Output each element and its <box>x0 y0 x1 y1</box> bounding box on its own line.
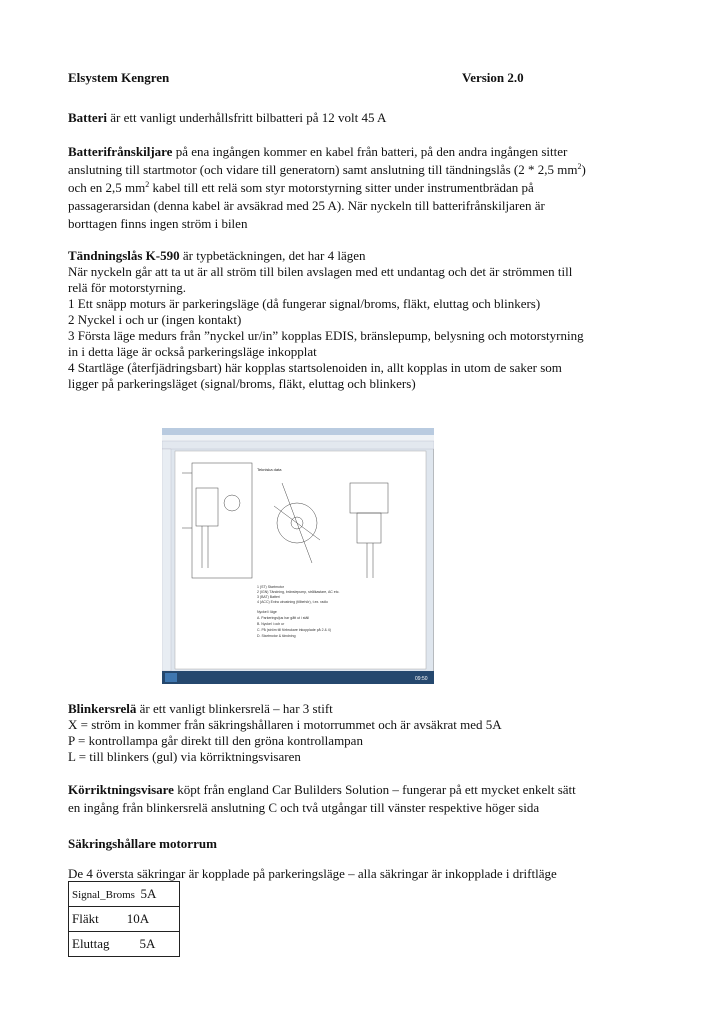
ignition-line-9: ligger på parkeringsläget (signal/broms, fläkt, eluttag och blinkers) <box>68 376 416 391</box>
ignition-line-3: relä för motorstyrning. <box>68 280 187 295</box>
fuse-name: Fläkt <box>72 911 99 926</box>
switch-line-3: och en 2,5 $mm^2$ kabel till ett relä som styr motorstyrning sitter under instrumentbrädan på <box>68 180 534 195</box>
blinker-line-2: X = ström in kommer från säkringshållaren i motorrummet och är avsäkrat med 5A <box>68 717 502 732</box>
switch-line-2: anslutning till startmotor (och vidare till generatorn) samt anslutning till tändningslås (2 * 2,5 $mm^2$) <box>68 162 586 177</box>
fuse-cell <box>69 932 180 957</box>
fuse-holder-intro: De 4 översta säkringar är kopplade på parkeringsläge – alla säkringar är inkopplade i driftläge <box>68 866 557 881</box>
fuse-table <box>68 881 180 957</box>
ignition-line-8: 4 Startläge (återfjädringsbart) här kopplas startsolenoiden in, allt kopplas in utom de saker som <box>68 360 562 375</box>
screenshot-key-item: D. Startmotor & tändning <box>257 634 296 638</box>
screenshot-heading: Tekniska data <box>257 467 282 472</box>
fuse-cell <box>69 907 180 932</box>
doc-version: Version 2.0 <box>462 70 524 85</box>
fuse-value: 5A <box>139 936 156 951</box>
fuse-value: 5A <box>140 886 157 901</box>
fuse-cell <box>69 882 180 907</box>
blinker-line-1: Blinkersrelä är ett vanligt blinkersrelä – har 3 stift <box>68 701 333 716</box>
screenshot-key-heading: Nyckel i läge <box>257 610 277 614</box>
direction-line-2: en ingång från blinkersrelä anslutning C och två utgångar till vänster respektive höger sida <box>68 800 540 815</box>
screenshot-key-item: A. Parkeringsljus har gått ut i ställ <box>257 616 309 620</box>
direction-line-1: Körriktningsvisare köpt från england Car Bulilders Solution – fungerar på ett mycket enkelt sätt <box>68 782 576 797</box>
battery-paragraph: Batteri är ett vanligt underhållsfritt bilbatteri på 12 volt 45 A <box>68 110 387 125</box>
screenshot-pin-item: 1 (ST) Startmotor <box>257 585 285 589</box>
screenshot-pin-item: 4 (ACC) Extra utrustning (tillbehör), t.ex. radio <box>257 600 328 604</box>
fuse-value: 10A <box>126 911 150 926</box>
table-row <box>69 932 180 957</box>
ignition-line-5: 2 Nyckel i och ur (ingen kontakt) <box>68 312 242 327</box>
screenshot-pin-item: 2 (IGN) Tändning, bränslepump, strålkastare, AC etc. <box>257 590 340 594</box>
table-row <box>69 907 180 932</box>
doc-title: Elsystem Kengren <box>68 70 170 85</box>
screenshot-key-item: B. Nyckel i och ur <box>257 622 285 626</box>
blinker-line-4: L = till blinkers (gul) via körriktningsvisaren <box>68 749 301 764</box>
ignition-line-7: in i detta läge är också parkeringsläge inkopplat <box>68 344 317 359</box>
screenshot-key-item: C. På (ström till förbrukare inkopplade på 2 & 4) <box>257 628 331 632</box>
ignition-line-2: När nyckeln går att ta ut är all ström till bilen avslagen med ett undantag och det är strömmen till <box>68 264 573 279</box>
ignition-line-1: Tändningslås K-590 är typbetäckningen, det har 4 lägen <box>68 248 366 263</box>
taskbar-clock: 09:50 <box>415 676 428 682</box>
ignition-switch-screenshot <box>162 428 434 684</box>
fuse-name: Eluttag <box>72 936 110 951</box>
ignition-line-4: 1 Ett snäpp moturs är parkeringsläge (då fungerar signal/broms, fläkt, eluttag och blinkers) <box>68 296 541 311</box>
fuse-holder-heading: Säkringshållare motorrum <box>68 836 217 851</box>
switch-line-1: Batterifrånskiljare på ena ingången kommer en kabel från batteri, på den andra ingången sitter <box>68 144 568 159</box>
ignition-line-6: 3 Första läge medurs från ”nyckel ur/in” kopplas EDIS, bränslepump, belysning och motorstyrning <box>68 328 584 343</box>
switch-line-4: passagerarsidan (denna kabel är avsäkrad med 25 A). När nyckeln till batterifrånskiljaren är <box>68 198 545 213</box>
switch-line-5: borttagen finns ingen ström i bilen <box>68 216 248 231</box>
screenshot-pin-item: 3 (BAT) Batteri <box>257 595 280 599</box>
fuse-name: Signal_Broms <box>72 889 135 901</box>
table-row <box>69 882 180 907</box>
blinker-line-3: P = kontrollampa går direkt till den gröna kontrollampan <box>68 733 363 748</box>
